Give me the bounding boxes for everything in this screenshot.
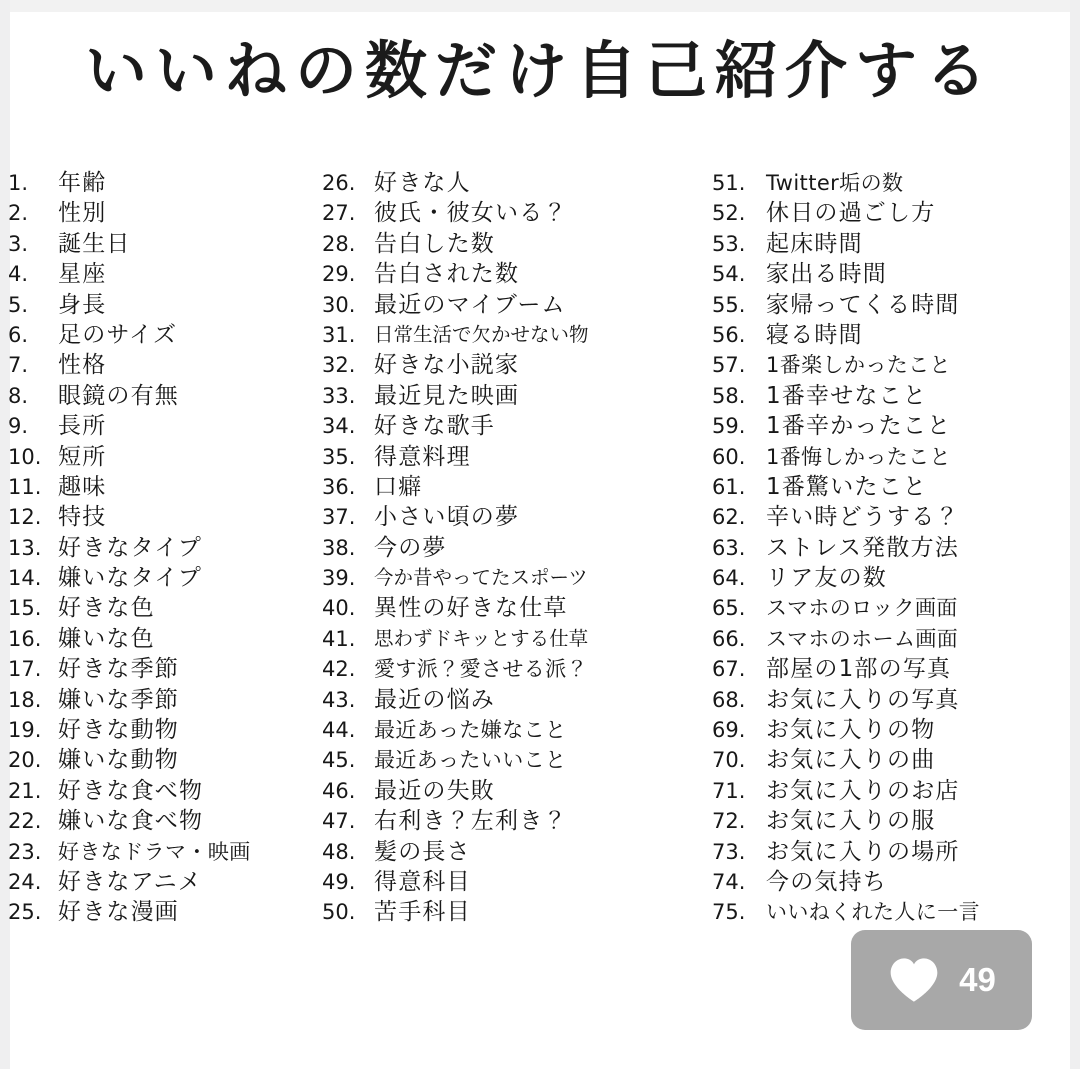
list-item-label: お気に入りの写真	[766, 686, 960, 713]
list-item-label: 好きな歌手	[374, 413, 495, 440]
list-item-label: 1番悔しかったこと	[766, 444, 951, 469]
list-item	[322, 259, 722, 289]
list-item	[322, 168, 722, 198]
list-item-label: お気に入りの物	[766, 717, 936, 744]
list-item-label: 最近のマイブーム	[374, 291, 566, 318]
list-item-label: 長所	[58, 413, 107, 440]
list-item	[8, 411, 338, 441]
list-item	[712, 290, 1080, 320]
list-item-label: 得意科目	[374, 868, 471, 895]
list-item	[712, 563, 1080, 593]
list-item-label: 嫌いなタイプ	[58, 565, 203, 592]
list-item-label: 今の気持ち	[766, 868, 887, 895]
list-item-number: 53.	[712, 231, 746, 256]
list-item-number: 39.	[322, 566, 356, 591]
list-item-number: 70.	[712, 748, 746, 773]
list-item-label: 好きな漫画	[58, 899, 179, 926]
list-item-number: 59.	[712, 414, 746, 439]
list-item-number: 73.	[712, 839, 746, 864]
list-item	[712, 259, 1080, 289]
list-item-number: 40.	[322, 596, 356, 621]
heart-icon	[887, 955, 941, 1005]
list-item-number: 41.	[322, 626, 356, 651]
list-item	[8, 502, 338, 532]
list-item-label: 年齢	[58, 170, 107, 196]
list-item-label: 嫌いな季節	[58, 686, 179, 713]
list-item-number: 49.	[322, 869, 356, 894]
list-item	[322, 350, 722, 380]
list-item-label: 趣味	[58, 473, 107, 500]
list-item-number: 28.	[322, 231, 356, 256]
list-item	[322, 867, 722, 897]
list-item-label: 嫌いな色	[58, 625, 155, 652]
list-item	[8, 381, 338, 411]
list-item	[8, 472, 338, 502]
list-item	[322, 563, 722, 593]
list-item	[712, 350, 1080, 380]
list-item	[712, 776, 1080, 806]
list-item-number: 65.	[712, 596, 746, 621]
list-item-number: 7.	[8, 353, 29, 378]
list-item-label: 1番辛かったこと	[766, 413, 952, 440]
list-item	[322, 198, 722, 228]
list-item	[322, 290, 722, 320]
list-item-number: 48.	[322, 839, 356, 864]
like-badge[interactable]	[851, 930, 1032, 1030]
list-item-label: お気に入りの場所	[766, 838, 960, 865]
list-item-label: ストレス発散方法	[766, 534, 959, 561]
list-item	[322, 806, 722, 836]
list-item-number: 61.	[712, 474, 746, 499]
list-item	[712, 320, 1080, 350]
list-item	[8, 685, 338, 715]
list-item-label: 思わずドキッとする仕草	[374, 626, 589, 650]
list-item-label: 好きな小説家	[374, 352, 520, 379]
list-item-number: 6.	[8, 322, 29, 347]
list-item	[8, 776, 338, 806]
list-item	[8, 290, 338, 320]
list-item-number: 21.	[8, 778, 42, 803]
list-item	[712, 837, 1080, 867]
list-item-number: 46.	[322, 778, 356, 803]
list-item-label: 性格	[58, 352, 107, 379]
list-item-number: 75.	[712, 900, 746, 925]
list-item	[8, 715, 338, 745]
list-item	[8, 442, 338, 472]
list-item-label: 口癖	[374, 473, 423, 500]
list-item-number: 51.	[712, 171, 746, 195]
list-item	[712, 715, 1080, 745]
list-item-label: 今の夢	[374, 534, 447, 561]
list-item-number: 37.	[322, 505, 356, 530]
list-item-number: 74.	[712, 869, 746, 894]
list-item	[322, 533, 722, 563]
list-item-number: 62.	[712, 505, 746, 530]
list-item-label: 異性の好きな仕草	[374, 595, 568, 622]
list-item	[322, 593, 722, 623]
list-item-label: 好きな季節	[58, 656, 179, 683]
list-item-number: 47.	[322, 809, 356, 834]
list-item	[322, 685, 722, 715]
list-item-label: 最近見た映画	[374, 382, 520, 409]
list-item-number: 17.	[8, 657, 42, 682]
list-item	[712, 533, 1080, 563]
list-item	[8, 533, 338, 563]
list-item-number: 24.	[8, 869, 42, 894]
list-item	[322, 229, 722, 259]
list-item	[712, 411, 1080, 441]
list-item	[8, 897, 338, 927]
list-item-number: 31.	[322, 322, 356, 347]
list-item-label: 髪の長さ	[374, 838, 471, 865]
list-item-label: スマホのロック画面	[766, 596, 958, 621]
list-item-number: 68.	[712, 687, 746, 712]
list-item-number: 63.	[712, 535, 746, 560]
list-item	[8, 806, 338, 836]
list-item	[712, 168, 1080, 198]
list-item	[712, 381, 1080, 411]
list-item-number: 15.	[8, 596, 42, 621]
list-item	[8, 259, 338, 289]
list-item-label: 1番驚いたこと	[766, 473, 928, 500]
list-item-label: 家出る時間	[766, 261, 887, 288]
list-item-label: リア友の数	[766, 565, 887, 592]
list-item-label: 短所	[58, 443, 107, 470]
list-item	[322, 411, 722, 441]
list-item	[322, 624, 722, 654]
list-item-number: 25.	[8, 900, 42, 925]
list-item	[712, 745, 1080, 775]
list-item-label: 性別	[58, 200, 107, 227]
list-item	[8, 168, 338, 198]
list-item-number: 8.	[8, 383, 29, 408]
list-item-number: 20.	[8, 748, 42, 773]
list-item-number: 10.	[8, 444, 42, 469]
list-item	[322, 472, 722, 502]
list-item-label: 右利き？左利き？	[374, 808, 568, 835]
list-item-label: 寝る時間	[766, 321, 863, 348]
list-item-label: 眼鏡の有無	[58, 382, 179, 409]
page-title: いいねの数だけ自己紹介する	[84, 34, 995, 107]
list-item-label: 特技	[58, 504, 107, 531]
list-item-label: 告白された数	[374, 261, 520, 288]
question-column-3	[712, 168, 1080, 928]
list-item-label: 好きなアニメ	[58, 868, 203, 895]
list-item-number: 72.	[712, 809, 746, 834]
list-item-label: 部屋の1部の写真	[766, 656, 952, 683]
list-item-label: 起床時間	[766, 230, 863, 257]
list-item	[8, 624, 338, 654]
list-item-label: Twitter垢の数	[766, 171, 904, 195]
list-item-number: 36.	[322, 474, 356, 499]
list-item	[712, 624, 1080, 654]
list-item	[8, 867, 338, 897]
list-item-number: 56.	[712, 322, 746, 347]
list-item-number: 18.	[8, 687, 42, 712]
list-item	[712, 654, 1080, 684]
like-count: 49	[959, 961, 996, 998]
list-item-number: 32.	[322, 353, 356, 378]
list-item-label: 最近の悩み	[374, 686, 495, 713]
list-item-number: 50.	[322, 900, 356, 925]
list-item	[8, 654, 338, 684]
list-item-number: 4.	[8, 262, 29, 287]
list-item-label: 最近の失敗	[374, 777, 495, 804]
list-item-label: 好きなドラマ・映画	[58, 839, 251, 864]
list-item-number: 71.	[712, 778, 746, 803]
list-item-label: 好きな人	[374, 170, 471, 196]
list-item	[322, 745, 722, 775]
list-item	[322, 442, 722, 472]
list-item-number: 43.	[322, 687, 356, 712]
list-item	[8, 837, 338, 867]
list-item	[322, 381, 722, 411]
list-item-label: 最近あった嫌なこと	[374, 718, 567, 743]
list-item-label: 好きなタイプ	[58, 534, 203, 561]
list-item-number: 5.	[8, 292, 29, 317]
list-item-label: 嫌いな食べ物	[58, 808, 204, 835]
list-item	[322, 502, 722, 532]
list-item-number: 14.	[8, 566, 42, 591]
list-item-number: 26.	[322, 171, 356, 195]
list-item-number: 33.	[322, 383, 356, 408]
list-item	[712, 867, 1080, 897]
list-item	[322, 715, 722, 745]
list-item-number: 54.	[712, 262, 746, 287]
list-item-number: 13.	[8, 535, 42, 560]
question-column-1	[8, 168, 338, 928]
list-item-number: 29.	[322, 262, 356, 287]
list-item-label: お気に入りの服	[766, 808, 936, 835]
list-item	[8, 593, 338, 623]
list-item-number: 52.	[712, 201, 746, 226]
question-column-2	[322, 168, 722, 928]
list-item-number: 12.	[8, 505, 42, 530]
list-item-label: 1番幸せなこと	[766, 382, 928, 409]
list-item-label: 好きな色	[58, 595, 155, 622]
list-item	[8, 563, 338, 593]
question-columns	[0, 168, 1080, 958]
list-item-label: 最近あったいいこと	[374, 748, 567, 773]
list-item-number: 38.	[322, 535, 356, 560]
list-item-number: 16.	[8, 626, 42, 651]
list-item-label: 辛い時どうする？	[766, 504, 960, 531]
list-item-label: 嫌いな動物	[58, 747, 179, 774]
list-item-number: 55.	[712, 292, 746, 317]
list-item-number: 58.	[712, 383, 746, 408]
list-item-number: 34.	[322, 414, 356, 439]
list-item	[322, 776, 722, 806]
list-item-number: 69.	[712, 718, 746, 743]
list-item-label: 身長	[58, 291, 107, 318]
list-item-label: 告白した数	[374, 230, 495, 257]
list-item-number: 9.	[8, 414, 29, 439]
list-item-number: 27.	[322, 201, 356, 226]
list-item-label: 小さい頃の夢	[374, 504, 520, 531]
list-item-label: 愛す派？愛させる派？	[374, 657, 588, 682]
list-item	[712, 442, 1080, 472]
list-item-number: 30.	[322, 292, 356, 317]
list-item-number: 67.	[712, 657, 746, 682]
list-item	[8, 745, 338, 775]
list-item-label: 誕生日	[58, 230, 131, 257]
list-item-label: 好きな動物	[58, 717, 179, 744]
list-item-number: 23.	[8, 839, 42, 864]
list-item-number: 66.	[712, 626, 746, 651]
list-item-number: 64.	[712, 566, 746, 591]
list-item	[712, 229, 1080, 259]
list-item	[712, 472, 1080, 502]
list-item-label: 足のサイズ	[58, 321, 178, 348]
list-item-label: いいねくれた人に一言	[766, 900, 980, 925]
list-item	[712, 198, 1080, 228]
list-item-number: 2.	[8, 201, 29, 226]
list-item-number: 57.	[712, 353, 746, 378]
list-item-label: 家帰ってくる時間	[766, 291, 960, 318]
list-item-label: 彼氏・彼女いる？	[374, 200, 568, 227]
list-item-number: 44.	[322, 718, 356, 743]
list-item	[712, 806, 1080, 836]
list-item	[8, 229, 338, 259]
list-item	[322, 320, 722, 350]
list-item	[712, 685, 1080, 715]
list-item-label: お気に入りのお店	[766, 777, 960, 804]
list-item-label: お気に入りの曲	[766, 747, 936, 774]
list-item-number: 3.	[8, 231, 29, 256]
list-item-label: 得意料理	[374, 443, 471, 470]
list-item-label: 苦手科目	[374, 899, 471, 926]
list-item-label: 今か昔やってたスポーツ	[374, 566, 588, 590]
list-item-label: 日常生活で欠かせない物	[374, 322, 589, 346]
list-item-number: 11.	[8, 474, 42, 499]
list-item	[712, 593, 1080, 623]
list-item	[8, 320, 338, 350]
list-item-label: 好きな食べ物	[58, 777, 204, 804]
list-item-label: 星座	[58, 261, 107, 288]
list-item-label: 休日の過ごし方	[766, 200, 936, 227]
list-item-number: 60.	[712, 444, 746, 469]
list-item-number: 1.	[8, 171, 29, 195]
list-item-number: 45.	[322, 748, 356, 773]
list-item	[712, 897, 1080, 927]
list-item-number: 35.	[322, 444, 356, 469]
list-item	[712, 502, 1080, 532]
page-top-margin	[0, 0, 1080, 12]
list-item	[322, 837, 722, 867]
list-item	[8, 198, 338, 228]
list-item	[322, 654, 722, 684]
list-item	[8, 350, 338, 380]
list-item-number: 19.	[8, 718, 42, 743]
list-item-number: 22.	[8, 809, 42, 834]
list-item-number: 42.	[322, 657, 356, 682]
list-item-label: 1番楽しかったこと	[766, 353, 951, 378]
list-item-label: スマホのホーム画面	[766, 626, 959, 651]
list-item	[322, 897, 722, 927]
